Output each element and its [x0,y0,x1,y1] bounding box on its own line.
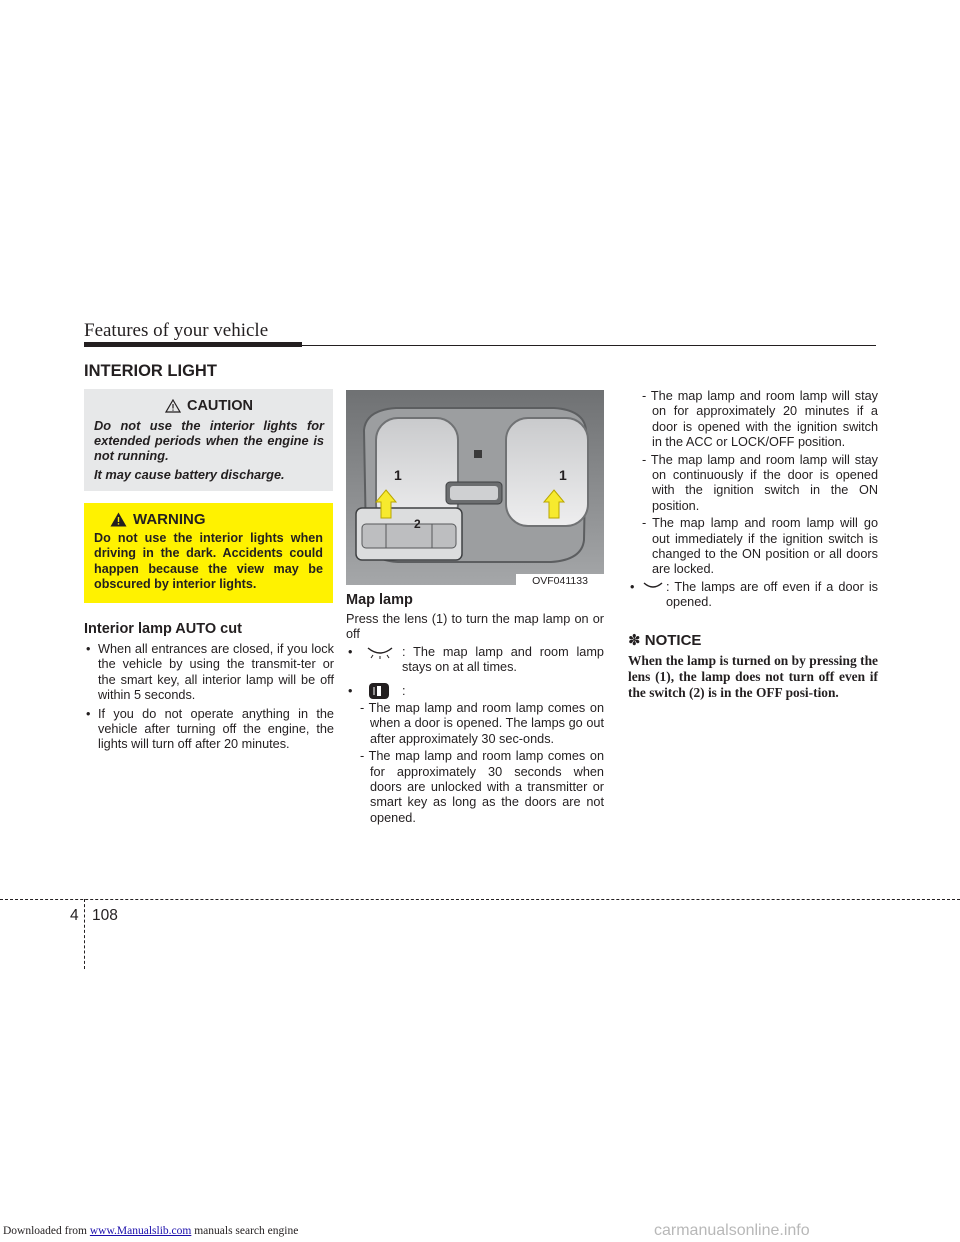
section-title: INTERIOR LIGHT [84,362,217,380]
banner-suffix: manuals search engine [191,1225,299,1237]
auto-cut-bullet-2: • If you do not operate anything in the vehicle after turning off the engine, the lights will turn off after 20 minutes. [84,707,334,753]
auto-cut-section [84,621,334,753]
warning-heading [110,511,323,528]
auto-cut-title: Interior lamp AUTO cut [84,621,242,637]
door-detail-5: - The map lamp and room lamp will go out immediately if the ignition switch is changed to the ON position or all doors are locked. [642,516,878,577]
bullet-dot: • [348,644,353,659]
right-column [628,389,878,701]
photo-caption: OVF041133 [516,574,604,588]
lamp-on-icon [364,646,396,659]
caution-line-1: Do not use the interior lights for extended periods when the engine is not running. [94,418,324,463]
map-lamp-door-detail-1: - The map lamp and room lamp comes on when a door is opened. The lamps go out after approximately 30 sec-onds. [360,701,604,746]
warning-heading-label: WARNING [133,511,206,528]
map-lamp-intro: Press the lens (1) to turn the map lamp on or off [346,612,604,642]
download-banner [3,1225,298,1237]
map-lamp-section [346,592,604,826]
page-chapter: 4 [70,907,79,924]
banner-prefix: Downloaded from [3,1225,90,1237]
map-lamp-on-text: : The map lamp and room lamp stays on at all times. [402,644,604,675]
warning-text: Do not use the interior lights when driving in the dark. Accidents could happen because the view may be obscured by interior lights. [94,531,323,591]
caution-triangle-icon [165,399,181,413]
map-lamp-door-detail-2: - The map lamp and room lamp comes on for approximately 30 seconds when doors are unlocked with a transmitter or smart key as long as the doors are not opened. [360,749,604,825]
map-lamp-door-item [346,684,604,699]
map-lamp-door-colon: : [402,683,406,698]
bullet-dot: • [348,683,353,698]
page-number: 108 [92,907,118,924]
door-detail-4: - The map lamp and room lamp will stay on continuously if the door is opened with the ignition switch in the ON position. [642,452,878,513]
map-lamp-illustration [346,390,604,585]
photo-label-1-left: 1 [394,467,402,483]
caution-text [94,418,324,482]
notice-title: ✽ NOTICE [628,631,702,649]
lamp-off-item [628,580,878,611]
footer-dashed-rule [0,899,960,900]
caution-box [84,389,333,491]
door-lamp-icon [368,682,390,700]
auto-cut-bullet-1: • When all entrances are closed, if you lock the vehicle by using the transmit-ter or the smart key, all interior lamp will be off within 5 seconds. [84,642,334,704]
map-lamp-title: Map lamp [346,592,413,608]
warning-triangle-icon [110,512,127,527]
caution-line-2: It may cause battery discharge. [94,467,285,482]
map-lamp-on-item [346,645,604,676]
notice-text: When the lamp is turned on by pressing the lens (1), the lamp does not turn off even if the switch (2) is in the OFF posi-tion. [628,652,878,700]
caution-heading-label: CAUTION [186,398,254,414]
door-detail-3: - The map lamp and room lamp will stay on for approximately 20 minutes if a door is opened with the ignition switch in the ACC or LOCK/OFF position. [642,389,878,450]
watermark: carmanualsonline.info [654,1222,810,1239]
bullet-dot: • [630,579,635,594]
caution-heading [94,398,324,414]
header-rule-thin [302,345,876,346]
header-rule-thick [84,342,302,347]
photo-label-2: 2 [414,517,421,531]
map-lamp-photo [346,390,604,585]
manualslib-link[interactable]: www.Manualslib.com [89,1225,192,1237]
photo-label-1-right: 1 [559,467,567,483]
warning-box [84,503,333,603]
footer-dashed-divider [84,899,85,969]
lamp-off-icon [642,581,664,591]
lamp-off-text: : The lamps are off even if a door is opened. [666,579,878,610]
page-header-title: Features of your vehicle [84,320,269,341]
